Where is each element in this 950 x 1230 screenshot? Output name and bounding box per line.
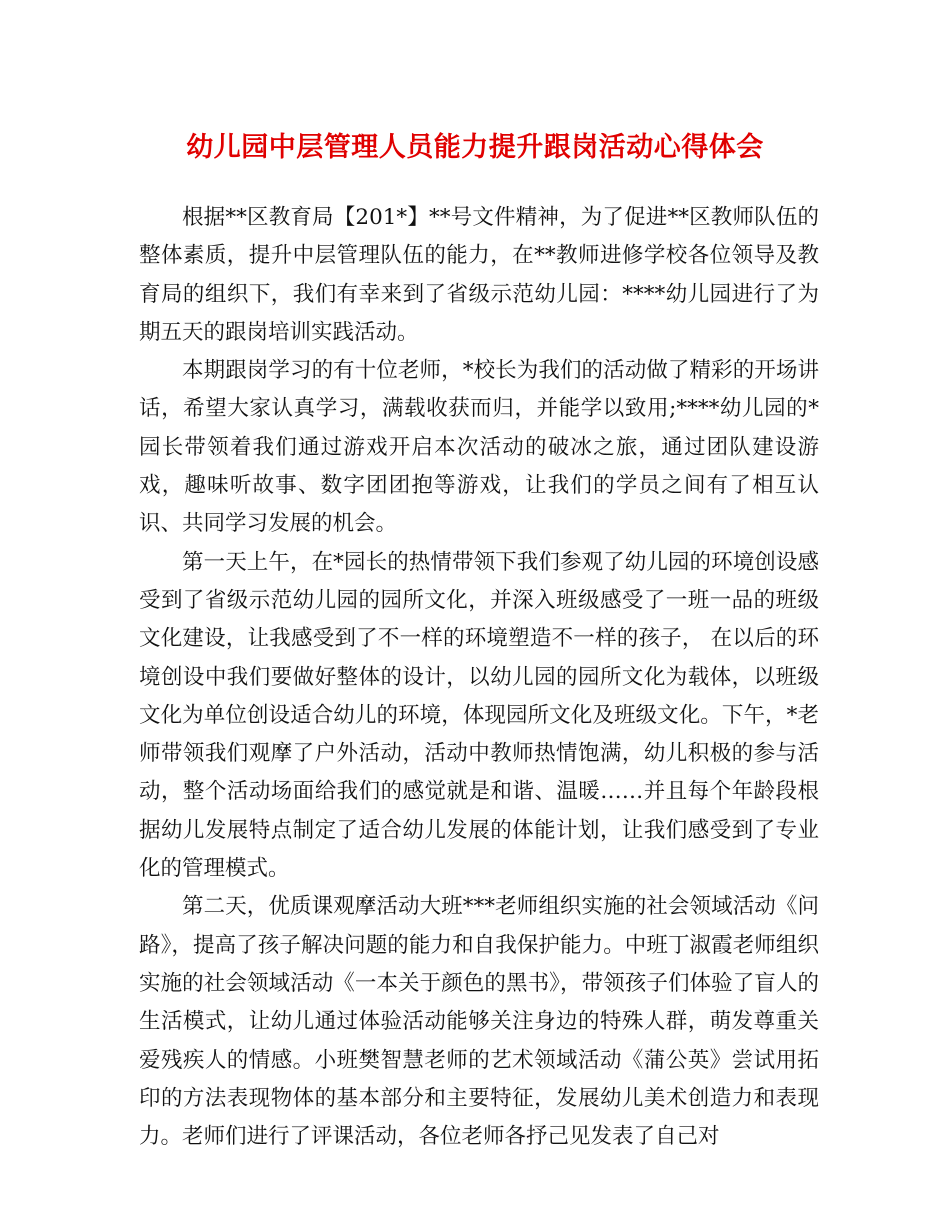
paragraph: 第二天，优质课观摩活动大班***老师组织实施的社会领域活动《问路》，提高了孩子解决问题的能力和自我保护能力。中班丁淑霞老师组织实施的社会领域活动《一本关于颜色的黑书》，带领孩子们体验了盲人的生活模式，让幼儿通过体验活动能够关注身边的特殊人群，萌发尊重关爱残疾人的情感。小班樊智慧老师的艺术领域活动《蒲公英》尝试用拓印的方法表现物体的基本部分和主要特征，发展幼儿美术创造力和表现力。老师们进行了评课活动，各位老师各抒己见发表了自己对 bbox=[139, 894, 819, 1150]
document-title: 幼儿园中层管理人员能力提升跟岗活动心得体会 bbox=[186, 132, 764, 163]
paragraph: 本期跟岗学习的有十位老师，*校长为我们的活动做了精彩的开场讲话，希望大家认真学习，满载收获而归，并能学以致用;****幼儿园的*园长带领着我们通过游戏开启本次活动的破冰之旅，通过团队建设游戏，趣味听故事、数字团团抱等游戏，让我们的学员之间有了相互认识、共同学习发展的机会。 bbox=[139, 358, 819, 537]
paragraph: 第一天上午，在*园长的热情带领下我们参观了幼儿园的环境创设感受到了省级示范幼儿园的园所文化，并深入班级感受了一班一品的班级文化建设，让我感受到了不一样的环境塑造不一样的孩子， 在以后的环境创设中我们要做好整体的设计，以幼儿园的园所文化为载体，以班级文化为单位创设适合幼儿的环境，体现园所文化及班级文化。下午，*老师带领我们观摩了户外活动，活动中教师热情饱满，幼儿积极的参与活动，整个活动场面给我们的感觉就是和谐、温暖……并且每个年龄段根据幼儿发展特点制定了适合幼儿发展的体能计划，让我们感受到了专业化的管理模式。 bbox=[139, 549, 819, 882]
paragraph: 根据**区教育局【201*】**号文件精神，为了促进**区教师队伍的整体素质，提升中层管理队伍的能力，在**教师进修学校各位领导及教育局的组织下，我们有幸来到了省级示范幼儿园：****幼儿园进行了为期五天的跟岗培训实践活动。 bbox=[139, 205, 819, 345]
document-body bbox=[139, 199, 819, 1156]
